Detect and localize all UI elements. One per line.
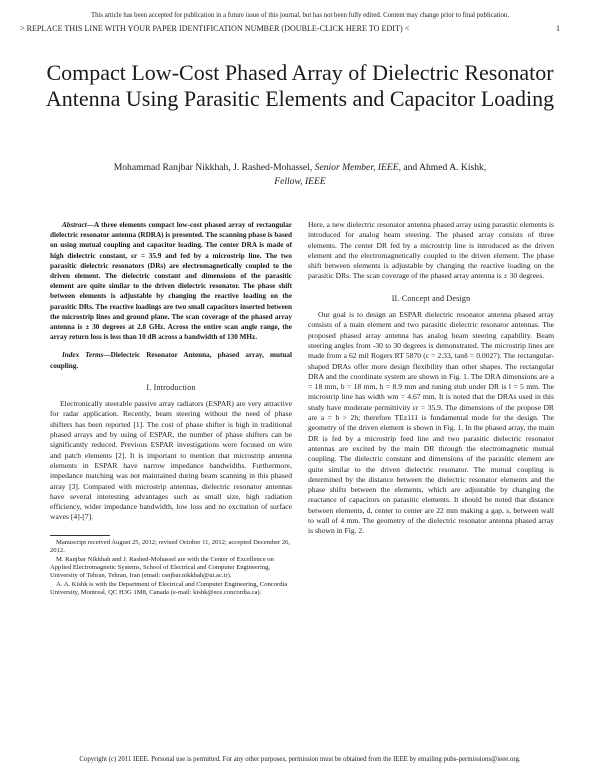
- index-terms: [50, 350, 292, 370]
- introduction-paragraph: Electronically steerable passive array radiators (ESPAR) are very attractive for radar application. Recently, beam steering without the need of phase shifters has been reported [1]. The cost of phase shifter is high in traditional phased arrays and by using of ESPAR, the number of phase shifters can be significantly reduced. Previous ESPAR investigations were focused on wire and patch elements [2]. It is important to mention that microstrip antenna elements in ESPAR have narrow impedance bandwidths. Furthermore, impedance matching was not maintained during beam scanning in this phased array [3]. Compared with microstrip antennas, dielectric resonator antennas have several interesting advantages such as small size, high radiation efficiency, wider impedance bandwidth, low loss and no excitation of surface waves [4]-[7].: [50, 399, 292, 522]
- section-heading-concept-design: II. Concept and Design: [391, 293, 471, 303]
- author-names-tail: , and Ahmed A. Kishk,: [398, 162, 487, 173]
- left-column: [50, 220, 292, 598]
- index-terms-label: Index Terms: [62, 351, 104, 360]
- author-membership-senior: Senior Member, IEEE: [314, 162, 399, 173]
- right-column: [308, 220, 554, 537]
- footnote-affiliation-tehran: M. Ranjbar Nikkhah and J. Rashed-Mohassel are with the Center of Excellence on Applied Electromagnetic Systems, School of Electrical and Computer Engineering, University of Tehran, Tehran, Iran (email: ranjbar.nikkhah@ut.ac.ir).: [50, 555, 274, 580]
- author-membership-fellow: Fellow, IEEE: [274, 176, 326, 187]
- index-terms-text: —Dielectric Resonator Antenna, phased array, mutual coupling.: [50, 351, 293, 370]
- footnote-affiliation-concordia: A. A. Kishk is with the Department of Electrical and Computer Engineering, Concordia University, Montreal, QC H3G 1M8, Canada (e-mail: kishk@ece.concordia.ca).: [50, 580, 288, 597]
- copyright-footer: Copyright (c) 2011 IEEE. Personal use is permitted. For any other purposes, permission must be obtained from the IEEE by emailing pubs-permissions@ieee.org.: [79, 756, 521, 763]
- publication-notice: This article has been accepted for publication in a future issue of this journal, but has not been fully edited. Content may change prior to final publication.: [90, 12, 510, 19]
- concept-design-paragraph: Our goal is to design an ESPAR dielectric resonator antenna phased array consists of a main element and two parasitic dielectric resonator antennas. The proposed phased array antenna has analog beam steering capability. Beam steering angles from -30 to 30 degrees is demonstrated. The microstrip lines are made from a 62 mil Rogers RT 5870 (ε = 2.33, tanδ = 0.0027). The rectangular-shaped DRAs offer more design flexibility than other shapes. The rectangular DRA and the coordinate system are shown in Fig. 1. The DRA dimensions are a = 18 mm, b = 18 mm, h = 8.9 mm and tuning stub under DR is l = 5 mm. The microstrip line has width wm = 4.67 mm. It is noted that the DRAs used in this study have moderate permittivity εr = 35.9. The dimensions of the propose DR are a = b > 2h; therefore TEz111 is fundamental mode for the design. The geometry of the driven element is shown in Fig. 1. In the phased array, the main DR is fed by a microstrip feed line and two parasitic dielectric resonator antennas are excited by the main DR through the electromagnetic mutual coupling. The dielectric constant and dimensions of the parasitic element are quite similar to the driven dielectric resonator. The mutual coupling is determined by the distance between the dielectric resonator elements and the phase shifts between the elements, which are adjustable by changing the reactance of capacitors on parasitic elements. It should be noted that distance between elements, d, center to center are 22 mm making a gap, s, between wall to wall of 4 mm. The geometry of the dielectric resonator antenna phased array is shown in Fig. 2.: [308, 310, 554, 536]
- abstract-label: Abstract: [62, 221, 87, 229]
- paper-title: Compact Low-Cost Phased Array of Dielectric Resonator Antenna Using Parasitic Elements and Capacitor Loading: [45, 60, 555, 111]
- abstract: [50, 220, 292, 342]
- footnote-received: Manuscript received August 25, 2012; revised October 11, 2012; accepted December 26, 2012.: [50, 538, 291, 555]
- introduction-continued-paragraph: Here, a new dielectric resonator antenna phased array using parasitic elements is introduced for analog beam steering. The phased array consists of three elements. The center DR fed by a microstrip line is introduced as the driven element and the electromagnetically coupled to the driven element. The phase shift between elements is adjustable by changing the reactive loading on the parasitic DRs. The scan coverage of the phased array antenna is ± 30 degrees.: [308, 220, 554, 281]
- page-number: 1: [556, 24, 560, 33]
- section-heading-introduction: I. Introduction: [146, 382, 196, 392]
- author-list: [60, 161, 540, 189]
- footnote-divider: [50, 535, 110, 536]
- author-names: Mohammad Ranjbar Nikkhah, J. Rashed-Mohassel,: [113, 162, 315, 173]
- abstract-text: —A three elements compact low-cost phased array of rectangular dielectric resonator antenna (RDRA) is presented. The scanning phase is based on using mutual coupling and capacitor loading. The center DRA is made of high dielectric constant, εr = 35.9 and fed by a microstrip line. The two parasitic dielectric resonators (DRs) are electromagnetically coupled to the driven element. The dielectric constant and dimensions of the parasitic element are quite similar to the driven dielectric resonator. The phase shift between elements is adjustable by changing the reactive loading on the parasitic DRs. The reactive loadings are two small capacitors inserted between the microstrip lines and ground plane. The scan coverage of the phased array antenna is ± 30 degrees at 2.8 GHz. Across the entire scan angle range, the array return loss is less than 10 dB across a bandwidth of 130 MHz.: [50, 221, 292, 342]
- running-header: [20, 24, 560, 33]
- header-identification-text[interactable]: > REPLACE THIS LINE WITH YOUR PAPER IDENTIFICATION NUMBER (DOUBLE-CLICK HERE TO EDIT) <: [20, 24, 410, 33]
